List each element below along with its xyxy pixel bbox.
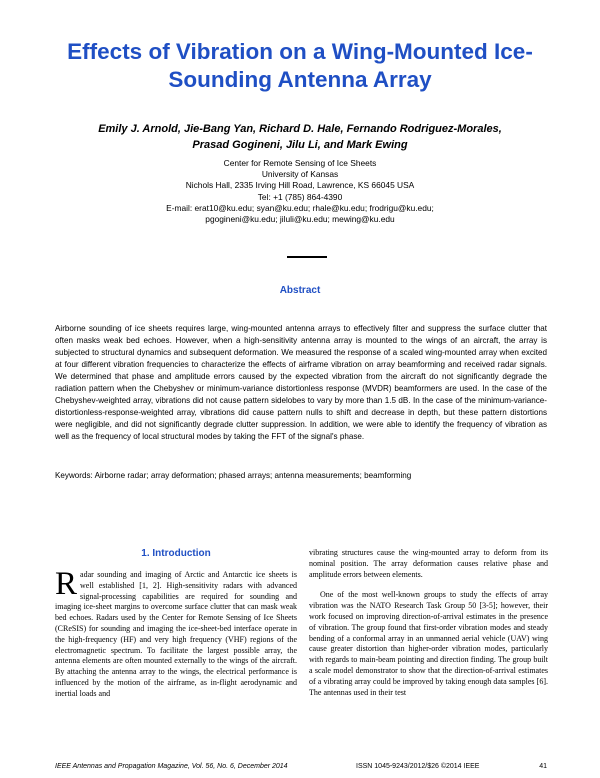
paper-title: Effects of Vibration on a Wing-Mounted Ice-Sounding Antenna Array bbox=[67, 39, 533, 92]
left-column bbox=[55, 548, 297, 700]
affiliation-address: Nichols Hall, 2335 Irving Hill Road, Lawrence, KS 66045 USA bbox=[185, 180, 415, 191]
separator-rule bbox=[287, 256, 327, 258]
section-heading-introduction: 1. Introduction bbox=[141, 548, 211, 559]
abstract-text: Airborne sounding of ice sheets requires large, wing-mounted antenna arrays to effectively filter and suppress the surface clutter that often masks weak bed echoes. However, when a high-sensitivity antenna array is mounted to the wings of an aircraft, the array is subjected to structural dynamics and subsequent deformation. We measured the response of a scaled wing-mounted array when excited at four different vibration frequencies to characterize the effects of airframe vibration on array beamforming and received radar signals. We determined that phase and amplitude errors caused by the expected vibration from the aircraft do not significantly degrade the radiation pattern when the Chebyshev or minimum-variance distortionless response (MVDR) beamformers are used. In the case of the Chebyshev-weighted array, vibrations did not cause pattern sidelobes to vary by more than 1.5 dB. In the case of the minimum-variance-distortionless-response-weighted array, vibrations did cause pattern nulls to shift and decrease in depth, but these pattern distortions were negligible, and did not significantly degrade clutter suppression. In addition, we were able to identify the frequency of vibration as well as the frequency of local structural modes by taking the FFT of the signal's phase. bbox=[55, 324, 547, 441]
intro-paragraph-1 bbox=[55, 566, 297, 700]
authors-line-1: Emily J. Arnold, Jie-Bang Yan, Richard D. Hale, Fernando Rodriguez-Morales, bbox=[98, 123, 502, 135]
intro-paragraph-1-text: adar sounding and imaging of Arctic and Antarctic ice sheets is well established [1, 2]. High-sensitivity radars with advanced signal-processing capabilities are required for sounding and imaging ice-sheet margins to overcome surface clutter that can mask weak bed echoes. Radars used by the Center for Remote Sensing of Ice Sheets (CReSIS) for sounding and imaging the ice-sheet-bed interface operate in the high-frequency (HF) and very high frequency (VHF) regions of the electromagnetic spectrum. To facilitate the largest possible array, the antenna elements are often mounted externally to the wings of the aircraft. By attaching the antenna array to the wings, the electrical performance is influenced by the motion of the airframe, as in-flight aerodynamic and inertial loads and bbox=[55, 570, 297, 698]
affiliation-block bbox=[100, 158, 500, 225]
right-column bbox=[309, 548, 548, 698]
abstract-heading: Abstract bbox=[279, 285, 321, 296]
author-list bbox=[60, 121, 540, 153]
footer-issn: ISSN 1045-9243/2012/$26 ©2014 IEEE bbox=[356, 763, 480, 770]
affiliation-university: University of Kansas bbox=[261, 169, 339, 180]
drop-cap: R bbox=[55, 566, 78, 602]
affiliation-phone: Tel: +1 (785) 864-4390 bbox=[257, 191, 343, 202]
page-number: 41 bbox=[539, 763, 547, 770]
right-paragraph-2: One of the most well-known groups to study the effects of array vibration was the NATO Research Task Group 50 [3-5]; however, their work focused on improving direction-of-arrival estimates in the presence of vibration. The group found that first-order vibration modes and steady bending of a conformal array in an unmanned aerial vehicle (UAV) wing cause greater distortion than higher-order vibration modes, particularly with regards to main-beam pointing and direction finding. The group built a scale model demonstrator to show that the direction-of-arrival estimates of a vibrating array could be improved by taking enough data samples [6]. The antennas used in their test bbox=[309, 590, 548, 697]
authors-line-2: Prasad Gogineni, Jilu Li, and Mark Ewing bbox=[192, 139, 408, 151]
affiliation-center: Center for Remote Sensing of Ice Sheets bbox=[223, 158, 377, 168]
affiliation-email-1: E-mail: erat10@ku.edu; syan@ku.edu; rhale@ku.edu; frodrigu@ku.edu; bbox=[166, 202, 434, 213]
affiliation-email-2: pgogineni@ku.edu; jiluli@ku.edu; mewing@ku.edu bbox=[205, 214, 395, 225]
footer-journal: IEEE Antennas and Propagation Magazine, Vol. 56, No. 6, December 2014 bbox=[55, 763, 288, 770]
right-paragraph-1: vibrating structures cause the wing-mounted array to deform from its nominal position. The array deformation causes relative phase and amplitude errors between elements. bbox=[309, 548, 548, 579]
keywords-line: Keywords: Airborne radar; array deformation; phased arrays; antenna measurements; beamforming bbox=[55, 471, 412, 480]
